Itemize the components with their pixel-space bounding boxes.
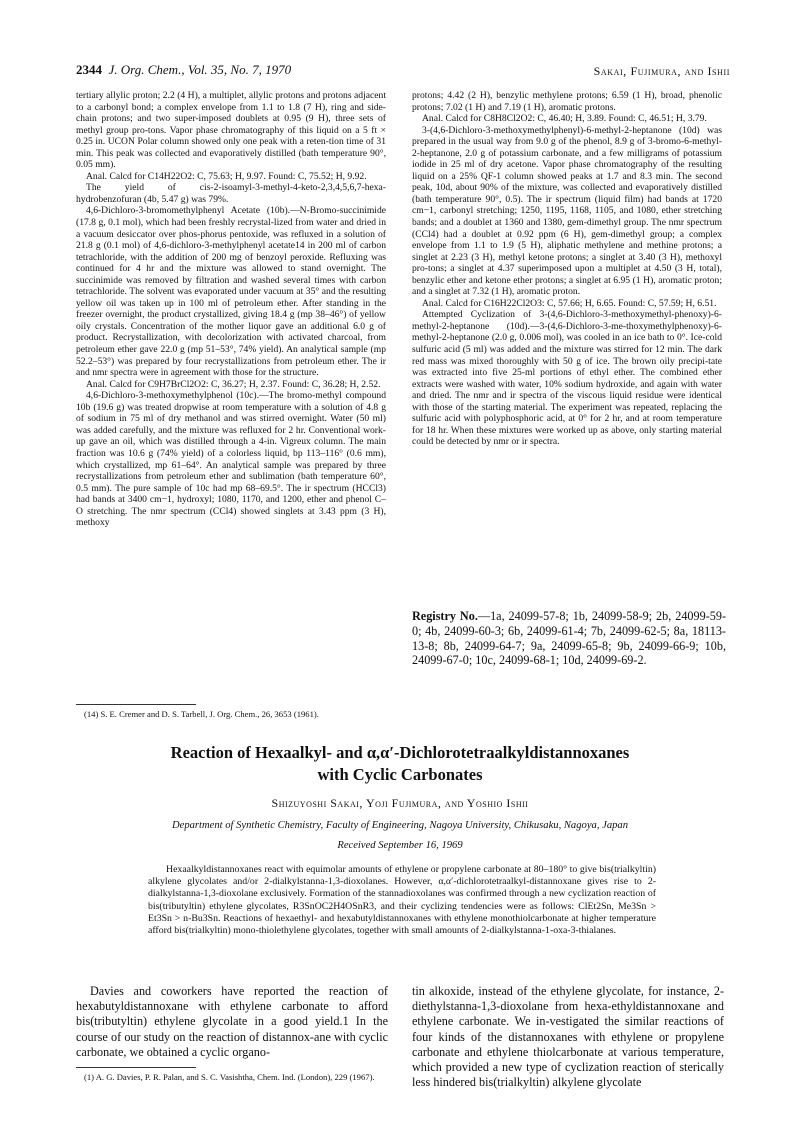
paragraph: Anal. Calcd for C9H7BrCl2O2: C, 36.27; H, 2.37. Found: C, 36.28; H, 2.52. bbox=[86, 378, 381, 390]
paragraph: 4,6-Dichloro-3-methoxymethylphenol (10c).—The bromo-methyl compound 10b (19.6 g) was treated dropwise at room temperature with a solution of 4.8 g of sodium in 75 ml of dry methanol and was stirred overnight. Water (50 ml) was added carefully, and the mixture was refluxed for 2 hr. Conventional work-up gave an oil, which was distilled through a 4-in. Vigreux column. The main fraction was 10.6 g (74% yield) of a colorless liquid, bp 113–116° (0.6 mm), which crystallized, mp 61–64°. An analytical sample was prepared by three recrystallizations from petroleum ether and sublimation (bath temperature 60°, 0.5 mm). The pure sample of 10c had mp 68–69.5°. The ir spectrum (HCCl3) had bands at 3400 cm−1, hydroxyl; 1080, 1170, and 1200, ether and phenol C–O stretching. The nmr spectrum (CCl4) showed singlets at 3.43 ppm (3 H), methoxy bbox=[76, 390, 386, 529]
title-line-1: Reaction of Hexaalkyl- and α,α′-Dichlorotetraalkyldistannoxanes bbox=[170, 743, 630, 762]
footnote-1: (1) A. G. Davies, P. R. Palan, and S. C. Vasishtha, Chem. Ind. (London), 229 (1967). bbox=[84, 1072, 375, 1082]
footnote-rule bbox=[76, 1067, 196, 1068]
paragraph: The yield of cis-2-isoamyl-3-methyl-4-keto-2,3,4,5,6,7-hexa-hydrobenzofuran (4b, 5.47 g) was 79%. bbox=[76, 182, 386, 205]
abstract: Hexaalkyldistannoxanes react with equimolar amounts of ethylene or propylene carbonate at 80–180° to give bis(trialkyltin) alkylene glycolates and/or 2-dialkylstanna-1,3-dioxolanes. However, α,α′-dichlorotetraalkyl-distannoxane gives rise to 2-dialkylstanna-1,3-dioxolane exclusively. Formation of the stannadioxolanes was confirmed through a new cyclization reaction of bis(tributyltin) ethylene glycolates, R3SnOC2H4OSnR3, and their cyclizing tendencies were as follows: ClEt2Sn, Me3Sn > Et3Sn > n-Bu3Sn. Reactions of hexaethyl- and hexabutyldistannoxanes with ethylene monothiolcarbonate at higher temperature afford bis(trialkyltin) mono-thiolethylene glycolates, together with small amounts of 2-dialkylstanna-1-oxa-3-thialanes. bbox=[148, 864, 656, 937]
received-date: Received September 16, 1969 bbox=[337, 840, 463, 851]
page-header-left bbox=[76, 62, 291, 78]
article-authors: Shizuyoshi Sakai, Yoji Fujimura, and Yoshio Ishii bbox=[271, 796, 529, 810]
registry-label: Registry No. bbox=[412, 609, 478, 623]
paragraph: 3-(4,6-Dichloro-3-methoxymethylphenyl)-6-methyl-2-heptanone (10d) was prepared in the usual way from 9.0 g of the phenol, 8.9 g of 3-bromo-6-methyl-2-heptanone, 2.0 g of potassium carbonate, and a few milligrams of potassium iodide in 25 ml of dry acetone. Vapor phase chromatography of the resulting liquid on a 25% QF-1 column showed peaks at 1.7 and 8.3 min. The second peak, 10d, about 90% of the mixture, was collected and evaporatively distilled (bath temperature 90°, 0.5). The ir spectrum (liquid film) had bands at 1720 cm−1, carbonyl stretching; 1250, 1195, 1168, 1105, and 1080, ether stretching bands; and a doublet at 1360 and 1380, gem-dimethyl group. The nmr spectrum (CCl4) had a doublet at 0.92 ppm (6 H), gem-dimethyl group; a complex envelope from 1.1 to 1.9 (5 H), aliphatic methylene and methine protons; a singlet at 2.23 (3 H), methyl ketone protons; a singlet at 3.40 (3 H), methoxyl pro-tons; a singlet at 4.37 superimposed upon a multiplet at 4.50 (3 H, total), benzylic ether and ketone ether protons; a singlet at 6.95 (1 H), aromatic proton; and a singlet at 7.32 (1 H), aromatic proton. bbox=[412, 124, 722, 298]
experimental-right-column bbox=[412, 90, 722, 448]
title-line-2: with Cyclic Carbonates bbox=[317, 765, 483, 784]
journal-citation: J. Org. Chem., Vol. 35, No. 7, 1970 bbox=[108, 62, 292, 77]
footnote-rule bbox=[76, 704, 196, 705]
experimental-left-column bbox=[76, 90, 386, 529]
registry-numbers bbox=[412, 609, 726, 668]
intro-right-column: tin alkoxide, instead of the ethylene glycolate, for instance, 2-diethylstanna-1,3-dioxolane from hexa-ethyldistannoxane and ethylene carbonate. We in-vestigated the similar reactions of four kinds of the distannoxanes with ethylene or propylene carbonate and ethylene thiolcarbonate at various temperature, which provided a new type of cyclization reaction of sterically less hindered bis(trialkyltin) alkylene glycolate bbox=[412, 984, 724, 1090]
article-title bbox=[80, 742, 720, 786]
running-authors: Sakai, Fujimura, and Ishii bbox=[593, 64, 730, 78]
footnote-14: (14) S. E. Cremer and D. S. Tarbell, J. Org. Chem., 26, 3653 (1961). bbox=[84, 709, 319, 719]
page-number: 2344 bbox=[76, 62, 102, 77]
paragraph: Anal. Calcd for C14H22O2: C, 75.63; H, 9.97. Found: C, 75.52; H, 9.92. bbox=[86, 170, 367, 182]
paragraph: 4,6-Dichloro-3-bromomethylphenyl Acetate (10b).—N-Bromo-succinimide (17.8 g, 0.1 mol), which had been freshly recrystal-lized from water and dried in a vacuum desiccator over phos-phorus pentoxide, was refluxed in a solution of 21.8 g (0.1 mol) of 4,6-dichloro-3-methylphenyl acetate14 in 200 ml of carbon tetrachloride, with the addition of 200 mg of benzoyl peroxide. Refluxing was continued for 4 hr and the mixture was allowed to stand overnight. The succinimide was removed by filtration and washed several times with carbon tetrachloride. The solvent was evaporated under vacuum at 35° and the resulting yellow oil was taken up in 100 ml of petroleum ether. After standing in the freezer overnight, the product crystallized, giving 18.4 g (mp 38–46°) of yellow oily crystals. Concentration of the mother liquor gave an additional 6.0 g of product. Recrystallization, with decolorization with activated charcoal, from petroleum ether gave 22.0 g (mp 51–53°, 74% yield). An analytical sample (mp 52.2–53°) was prepared by four recrystallizations from petroleum ether. The ir and nmr spectra were in agreement with those for the structure. bbox=[76, 205, 386, 379]
paragraph: Anal. Calcd for C16H22Cl2O3: C, 57.66; H, 6.65. Found: C, 57.59; H, 6.51. bbox=[422, 297, 717, 309]
registry-list: —1a, 24099-57-8; 1b, 24099-58-9; 2b, 24099-59-0; 4b, 24099-60-3; 6b, 24099-61-4; 7b, 24099-62-5; 8a, 18113-13-8; 8b, 24099-64-7; 9a, 24099-65-8; 9b, 24099-66-9; 10b, 24099-67-0; 10c, 24099-68-1; 10d, 24099-69-2. bbox=[412, 609, 726, 668]
article-affiliation: Department of Synthetic Chemistry, Faculty of Engineering, Nagoya University, Chikusaku, Nagoya, Japan bbox=[171, 820, 629, 831]
paragraph: protons; 4.42 (2 H), benzylic methylene protons; 6.59 (1 H), broad, phenolic protons; 7.02 (1 H) and 7.19 (1 H), aromatic protons. bbox=[412, 90, 722, 113]
paragraph: tertiary allylic proton; 2.2 (4 H), a multiplet, allylic protons and protons adjacent to a carbonyl bond; a complex envelope from 1.1 to 1.8 (7 H), ring and side-chain protons; and two super-imposed doublets at 0.95 (9 H), three sets of methyl group pro-tons. Vapor phase chromatography of this liquid on a 5 ft × 0.25 in. UCON Polar column showed only one peak with a reten-tion time of 31 min. This peak was collected and evaporatively distilled (bath temperature 90°, 0.05 mm). bbox=[76, 90, 386, 171]
paragraph: Attempted Cyclization of 3-(4,6-Dichloro-3-methoxymethyl-phenoxy)-6-methyl-2-heptanone (10d).—3-(4,6-Dichloro-3-me-thoxymethylphenoxy)-6-methyl-2-heptanone (2.0 g, 0.006 mol), was cooled in an ice bath to 0°. Ice-cold sulfuric acid (5 ml) was added and the mixture was stirred for 12 min. The dark red mass was mixed thoroughly with 50 g of ice. The brown oily precipi-tate was extracted into five 25-ml portions of ethyl ether. The combined ether extracts were washed with water, 10% sodium hydroxide, and again with water and dried. The nmr and ir spectra of the viscous liquid residue were identical with those of the starting material. The experiment was repeated, replacing the sulfuric acid with polyphosphoric acid, at 0° for 2 hr, and at room temperature for 18 hr. When these mixtures were worked up as above, only starting material could be detected by nmr or ir spectra. bbox=[412, 309, 722, 448]
paragraph: Anal. Calcd for C8H8Cl2O2: C, 46.40; H, 3.89. Found: C, 46.51; H, 3.79. bbox=[422, 113, 707, 125]
intro-left-column: Davies and coworkers have reported the reaction of hexabutyldistannoxane with ethylene carbonate to afford bis(tributyltin) ethylene glycolate in a good yield.1 In the course of our study on the reaction of distannox-ane with cyclic carbonate, we obtained a cyclic organo- bbox=[76, 984, 388, 1059]
